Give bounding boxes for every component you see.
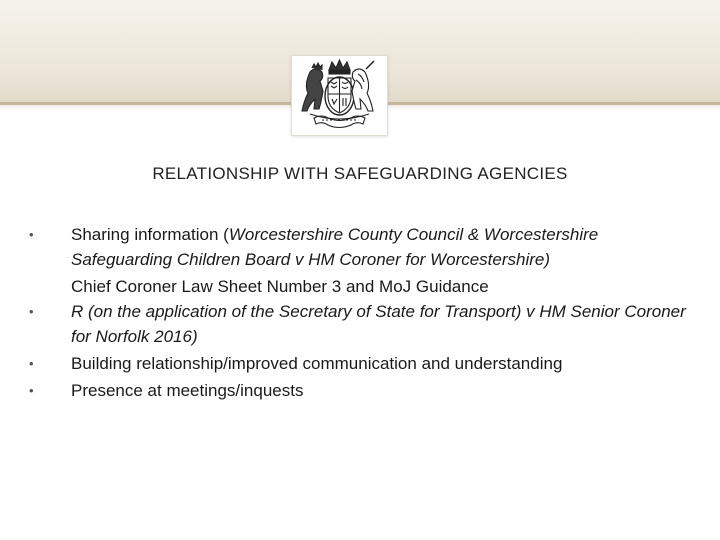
bullet-list — [28, 222, 692, 403]
list-item — [28, 378, 692, 403]
bullet-text: Chief Coroner Law Sheet Number 3 and MoJ Guidance — [71, 277, 489, 296]
bullet-marker: • — [29, 383, 34, 398]
royal-coat-of-arms-icon — [292, 56, 387, 135]
bullet-marker: • — [29, 356, 34, 371]
case-citation: Worcestershire County Council & Worcestershire Safeguarding Children Board v HM Coroner for Worcestershire) — [71, 225, 599, 269]
crest-logo — [291, 55, 388, 136]
list-item — [28, 351, 692, 376]
list-item-continuation — [28, 274, 692, 299]
case-citation: R (on the application of the Secretary of State for Transport) v HM Senior Coroner for Norfolk 2016) — [71, 302, 686, 346]
slide-title: RELATIONSHIP WITH SAFEGUARDING AGENCIES — [152, 164, 568, 183]
list-item — [28, 299, 692, 349]
list-item — [28, 222, 692, 272]
bullet-text: Building relationship/improved communication and understanding — [71, 354, 563, 373]
bullet-text: Presence at meetings/inquests — [71, 381, 304, 400]
bullet-text: Sharing information ( — [71, 225, 229, 244]
bullet-marker: • — [29, 304, 34, 319]
bullet-marker: • — [29, 227, 34, 242]
